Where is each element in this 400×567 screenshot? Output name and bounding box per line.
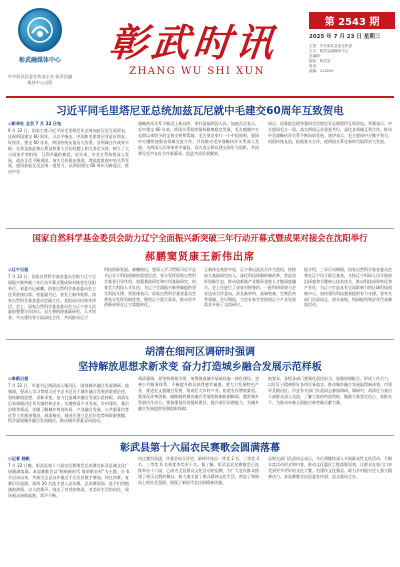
headline-3[interactable]: 坚持解放思想求新求变 奋力打造城乡融合发展示范样板 — [78, 362, 322, 373]
publication-info — [309, 44, 397, 74]
logo-name: 彰武融媒体中心 — [18, 57, 61, 64]
article-3-column-1: 7 月 22 日，市委书记胡清深入细河区，围绕城乡融合发展调研。他强调，要深入学习贯彻习近平总书记关于城乡融合发展的重要论述，坚持解放思想、求新求变，奋力打造城乡融合发展示范样板。胡清先后来到细河区有关镇村和企业，实地察看产业发展、乡村建设、基层治理等情况，详细了解城乡规划布局、产业融合发展、公共服务均等化等工作推进情况。胡清指出，细河区要立足区位优势和资源禀赋，科学谋划城乡融合发展路径，推动城乡要素双向流动。 — [8, 383, 129, 424]
logo-block — [6, 8, 74, 85]
newspaper-pinyin: ZHANG WU SHI XUN — [129, 66, 265, 77]
pub-info-line: 主管：中共彰武县委宣传部 — [309, 44, 353, 48]
article-2-column-4: 据介绍，三年行动期间，国家自然科学基金委员会将在辽宁设立联合基金，支持辽宁科研人员开展前沿探索和关键核心技术攻关，推动科技成果转化和产业化，为辽宁打造具有全国影响力的区域科技创新中心、加快建设科技强省提供有力支撑。省有关部门负责同志，部分高校、科研院所和企业代表参加活动。 — [304, 267, 392, 308]
article-1-column-1: 9 月 22 日，国家主席习近平同毛里塔尼亚总统加兹瓦尼互致贺电，庆祝两国建交 60 周年。习近平指出，中国和毛里塔尼亚是好朋友、好伙伴。建交 60 年来，两国传统友谊历久弥坚，各领域合作成果丰硕，在涉及彼此核心利益和重大关切问题上相互坚定支持，树立了大小国家平等相待、互利共赢的典范。近年来，中毛关系持续深入发展，政治互信不断巩固，务实合作稳步推进。我高度重视中毛关系发展，愿同加兹瓦尼总统一道努力，以两国建交 60 周年为新起点，推动中毛 — [8, 128, 129, 175]
pub-info-line: 邮编：123200 — [309, 69, 334, 73]
section-divider — [6, 228, 394, 229]
article-3-column-3: 他要求，各级各部门要强化责任担当，加强协调配合，形成工作合力，以钉钉子精神抓好各项任务落实，推动城乡融合发展取得新成效。市领导及细河区、市直有关部门负责同志参加调研。调研中，胡清还与基层干部群众深入交流，了解大家的所思所盼，勉励大家坚定信心、真抓实干，为推动阜新全面振兴新突破贡献力量。 — [268, 376, 392, 405]
article-2-column-2: 科技创新发展。郝鹏指出，要深入学习贯彻习近平总书记关于科技创新的重要论述，充分发挥国家自然科学基金引导作用，加强基础研究和应用基础研究，培育壮大科技人才队伍，为辽宁全面振兴新突破提供坚实科技支撑。窦贤康表示，国家自然科学基金委员会将充分发挥资助优势，聚焦辽宁重大需求，推动更多创新成果在辽宁落地转化。 — [104, 267, 196, 308]
article-4-column-3: 县相关部门负责同志表示，今后将继续深入开展群众性文化活动，不断丰富活动形式和内容，推动文化惠民工程落地见效，让群众在家门口享受到更多更好的文化大餐，为建设文化强县、助力乡村振兴注入强大精神动力。本届赛歌会由县委宣传部、县文旅局主办。 — [268, 456, 392, 479]
issue-number-badge: 第 2543 期 — [309, 12, 395, 29]
pub-info-line: 电话： — [309, 64, 320, 68]
masthead — [0, 0, 400, 98]
pub-info-line: 总编辑： — [309, 54, 324, 58]
article-2-column-1: 7 月 22 日，国家自然科学基金委员会助力辽宁全面振兴新突破三年行动开幕式暨成果对接会在沈阳举行。省委书记郝鹏，国家自然科学基金委员会主任窦贤康出席。省委副书记、省长王新伟致辞。国家自然科学基金委员会副主任、党组成员出席并讲话。会上，国家自然科学基金委员会与辽宁省人民政府签署合作协议，双方将围绕基础研究、人才培养、平台建设等方面深化合作，共同推动辽宁 — [8, 274, 96, 321]
logo-description: 中共彰武县委宣传部主办 彰武县融媒体中心出版 — [7, 74, 73, 85]
article-4-column-2: 经过激烈角逐，评委会综合评定，最终评选出一等奖 2 名、二等奖 4 名、三等奖 6 名和优秀奖若干名。据了解，彰武县农民赛歌会已连续举办十六届，已成为全县群众文化活动的品牌，为广大农民群众搭建了展示自我的舞台，极大地丰富了群众精神文化生活，营造了和谐向上的社会氛围，展现了新时代农民的精神风貌。 — [138, 456, 259, 485]
article-4-byline: ◎记者 杨帆 — [8, 456, 30, 461]
headline-4[interactable]: 彰武县第十六届农民赛歌会圆满落幕 — [120, 443, 280, 454]
article-1-column-2: 战略伙伴关系不断迈上新台阶，更好造福两国人民。加兹瓦尼表示，毛中建交 60 年来，两国关系始终保持健康稳定发展，毛方感谢中方长期以来给予的宝贵支持和帮助。毛方坚定奉行一个中国原则，愿同中方继续加强各领域交流合作，共同推动毛中战略伙伴关系深入发展，为两国人民带来更多福祉。双方表示将以建交周年为契机，共同谱写毛中友好合作新篇章，促进共同发展繁荣。 — [138, 121, 259, 156]
pub-info-line: 地址：彰武县 — [309, 59, 331, 63]
media-center-logo-icon — [18, 8, 62, 52]
headline-3-kicker[interactable]: 胡清在细河区调研时强调 — [145, 347, 255, 358]
article-3-column-2: 胡清强调，要坚持规划引领，统筹推进城乡基础设施一体化建设，完善公共服务体系，不断提升群众获得感幸福感。要大力发展特色产业，推进农文旅融合发展，培育壮大乡村产业，拓宽农民增收渠道。要深化改革创新，破除制约城乡融合发展的体制机制障碍，激发城乡发展内生动力。要加强基层党组织建设，提升基层治理能力，为城乡融合发展提供坚强组织保障。 — [138, 376, 259, 411]
article-1-column-3: 同日，国务院总理李强同毛里塔尼亚总理贾伊互致贺电。李强表示，中方愿同毛方一道，落实两国元首重要共识，深化各领域互利合作，推动中毛战略伙伴关系不断向前发展。贾伊表示，毛方愿同中方携手努力，巩固传统友谊，拓展务实合作，使两国关系在新时代取得更大发展。 — [268, 121, 392, 144]
section-divider — [6, 435, 394, 436]
masthead-divider — [6, 96, 394, 98]
article-2-byline: ◎辽宁日报 — [8, 267, 29, 272]
newspaper-title: 彰武时讯 — [107, 20, 280, 65]
pub-info-line: 主办：彰武县融媒体中心 — [309, 49, 349, 53]
headline-2-subtitle: 郝鹏窦贤康王新伟出席 — [145, 252, 255, 263]
headline-1[interactable]: 习近平同毛里塔尼亚总统加兹瓦尼就中毛建交60周年互致贺电 — [56, 105, 344, 117]
article-2-column-3: 王新伟在致辞中说，辽宁将以此次合作为契机，持续加大基础研究投入，深化科技体制机制改革，营造良好创新生态，推动创新链产业链资金链人才链深度融合。会上还进行了成果对接签约，一批科研成果与企业达成合作意向，涉及新材料、高端装备、生物医药等领域。会议期间，与会专家学者围绕辽宁产业发展需求开展了交流研讨。 — [204, 267, 296, 308]
article-1-byline: ◎新华社 北京 7 月 22 日电 — [8, 121, 62, 126]
section-divider — [6, 339, 394, 340]
article-3-byline: ◎阜新日报 — [8, 376, 29, 381]
issue-date: 2025 年 7 月 23 日 星期三 — [309, 34, 381, 40]
headline-2[interactable]: 国家自然科学基金委员会助力辽宁全面振兴新突破三年行动开幕式暨成果对接会在沈阳举行 — [32, 233, 368, 243]
article-4-column-1: 7 月 22 日晚，彰武县第十六届农民赛歌会总决赛在彰武县城文化广场圆满落幕。本届赛歌会以“唱响新时代 歌颂新农村”为主题，自 6 月启动以来，共吸引全县各乡镇近千名农民歌手参加，经过初赛、复赛层层选拔，最终 20 名选手进入总决赛。总决赛现场，选手们用饱满的热情、动人的歌声，唱出了对党的热爱、对美好生活的向往，现场观众热情高涨，掌声不断。 — [8, 463, 129, 498]
